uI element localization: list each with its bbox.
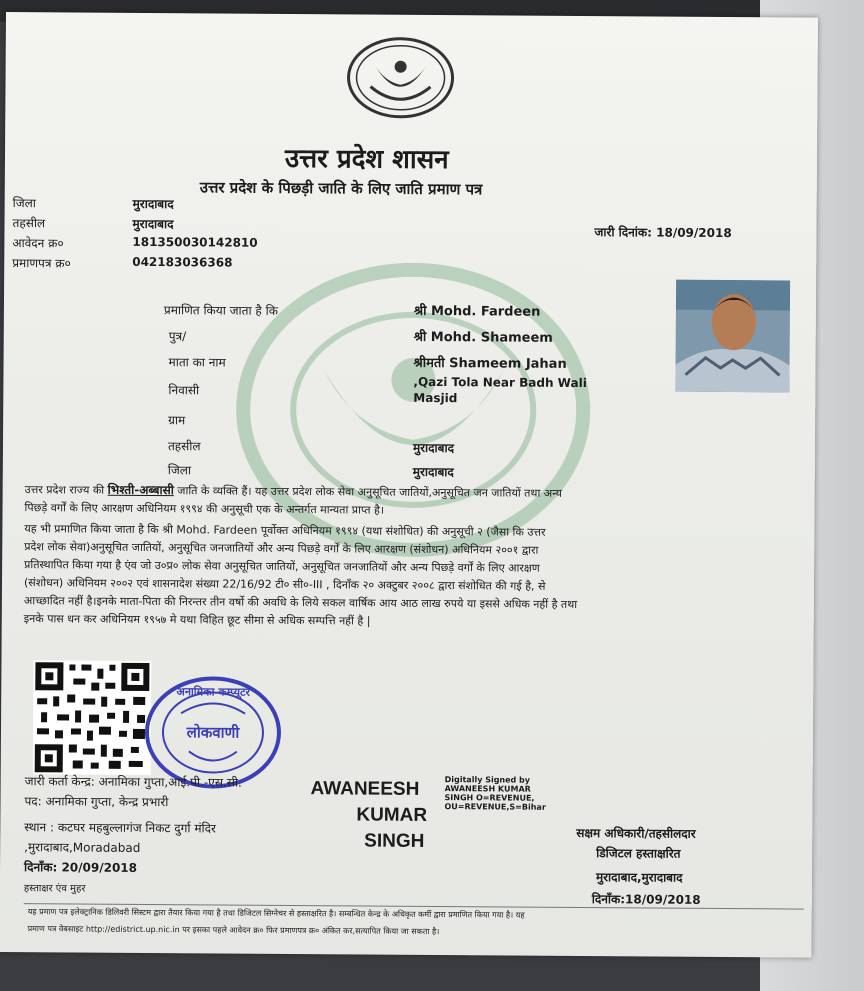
certificate-paper bbox=[0, 12, 818, 958]
issue-date-value: 18/09/2018 bbox=[656, 225, 732, 241]
issuer-sign-label: हस्ताक्षर एंव मुहर bbox=[23, 883, 86, 895]
signatory-name-line3: SINGH bbox=[364, 830, 425, 852]
caste-name: भिश्ती-अब्बासी bbox=[107, 482, 174, 498]
paragraph-certification bbox=[24, 520, 805, 633]
resident-address-line1: ,Qazi Tola Near Badh Wali bbox=[413, 374, 587, 391]
mother-label: माता का नाम bbox=[168, 355, 226, 370]
person-name: श्री Mohd. Fardeen bbox=[413, 303, 541, 320]
digital-sign-line2: AWANEESH KUMAR bbox=[444, 784, 531, 794]
document-subtitle: उत्तर प्रदेश के पिछड़ी जाति के लिए जाति प्रमाण पत्र bbox=[199, 178, 483, 199]
resident-label: निवासी bbox=[168, 383, 200, 398]
para1-line2: पिछड़े वर्गों के लिए आरक्षण अधिनियम १९९४ की अनुसूची एक के अन्तर्गत मान्यता प्राप्त है। bbox=[24, 501, 385, 517]
father-label: पुत्र/ bbox=[168, 329, 187, 344]
field-application-value: 18135003014281​0 bbox=[132, 234, 258, 250]
mother-name: श्रीमती Shameem Jahan bbox=[413, 355, 567, 372]
tehsil-value: मुरादाबाद bbox=[412, 440, 455, 456]
issue-date-label: जारी दिनांक: bbox=[594, 225, 653, 240]
signatory-name-line2: KUMAR bbox=[356, 804, 428, 826]
issuer-place: स्थान : कटघर महबुल्लागंज निकट दुर्गा मंदिर bbox=[24, 820, 216, 836]
stamp-ring-text: अनामिका कम्प्यूटर bbox=[176, 685, 251, 699]
digital-sign-line4: OU=REVENUE,S=Bihar bbox=[444, 802, 546, 812]
resident-address-line2: Masjid bbox=[413, 390, 458, 406]
father-name: श्री Mohd. Shameem bbox=[413, 329, 553, 346]
certify-label: प्रमाणित किया जाता है कि bbox=[163, 303, 279, 318]
up-emblem-icon bbox=[345, 36, 456, 119]
district-value: मुरादाबाद bbox=[412, 464, 454, 480]
issue-date bbox=[594, 223, 731, 241]
district-label: जिला bbox=[167, 463, 192, 478]
para1-start: उत्तर प्रदेश राज्य की bbox=[24, 483, 105, 497]
field-application-label: आवेदन क्र० bbox=[12, 236, 64, 251]
footer-line2: प्रमाण पत्र वेबसाइट http://edistrict.up.nic.in पर इसका पहले आवेदन क्र० फिर प्रमाणपत्र क्र० अंकित कर,सत्यापित किया जा सकता है। bbox=[27, 924, 440, 937]
field-tehsil-value: मुरादाबाद bbox=[132, 216, 174, 232]
para2-line3: प्रतिस्थापित किया गया है एंव जो उ०प्र० लोक सेवा अनुसूचित जातियों, अनुसूचित जनजातियों और अन्य पिछड़े वर्गों के लिए आरक्षण bbox=[24, 558, 540, 575]
applicant-photo bbox=[675, 280, 790, 393]
signatory-name-line1: AWANEESH bbox=[310, 778, 420, 800]
paragraph-caste bbox=[24, 480, 804, 522]
para2-line4: (संशोधन) अधिनियम २००२ एवं शासनादेश संख्या 22/16/92 टी० सी०-III , दिनाँक २० अक्टुबर २००८ द्वारा संशोधित की गई है, से bbox=[23, 576, 546, 593]
issuer-city: ,मुरादाबाद,Moradabad bbox=[24, 840, 141, 855]
footer-line1: यह प्रमाण पत्र इलेक्ट्रानिक डिलिवरी सिस्टम द्वारा तैयार किया गया है तथा डिजिटल सिग्नेचर से हस्ताक्षरित है। सम्बन्धित केन्द्र के अधिकृत कर्मी द्वारा प्रमाणित किया गया है। यह bbox=[27, 907, 525, 920]
person-photo-icon bbox=[675, 280, 790, 393]
officer-title: सक्षम अधिकारी/तहसीलदार bbox=[576, 826, 696, 841]
para2-line5: आच्छादित नहीं है।इनके माता-पिता की निरन्तर तीन वर्षो की अवधि के लिये सकल वार्षिक आय आठ लाख रुपये या इससे अधिक नहीं है तथा bbox=[23, 594, 578, 612]
qr-code-icon bbox=[33, 660, 152, 775]
officer-digital: डिजिटल हस्ताक्षरित bbox=[596, 846, 681, 861]
field-tehsil-label: तहसील bbox=[12, 216, 46, 231]
field-certificate-label: प्रमाणपत्र क्र० bbox=[12, 256, 71, 271]
field-district-label: जिला bbox=[12, 196, 36, 211]
stamp-center-text: लोकवाणी bbox=[186, 723, 240, 742]
issuer-date: दिनाँक: 20/09/2018 bbox=[23, 860, 138, 875]
village-label: ग्राम bbox=[168, 413, 186, 428]
para2-line1: यह भी प्रमाणित किया जाता है कि श्री Mohd. Fardeen पूर्वोक्त अधिनियम १९९४ (यथा संशोधित) की अनुसूची २ (जैसा कि उत्तर bbox=[24, 522, 546, 539]
tehsil-label: तहसील bbox=[167, 439, 201, 454]
para1-end: जाति के व्यक्ति हैं। यह उत्तर प्रदेश लोक सेवा अनुसूचित जातियों,अनुसूचित जन जातियों तथा अन्य bbox=[177, 484, 562, 500]
issuer-center: जारी कर्ता केन्द्र: अनामिका गुप्ता,आई.पी.-एस.सी. bbox=[24, 774, 242, 790]
officer-date: दिनाँक:18/09/2018 bbox=[591, 892, 701, 907]
field-certificate-value: 042183036368 bbox=[132, 254, 233, 270]
digital-sign-line1: Digitally Signed by bbox=[444, 775, 531, 785]
issuer-post: पद: अनामिका गुप्ता, केन्द्र प्रभारी bbox=[24, 794, 169, 810]
digital-signature-info bbox=[444, 775, 546, 812]
digital-sign-line3: SINGH O=REVENUE, bbox=[444, 793, 535, 803]
officer-place: मुरादाबाद,मुरादाबाद bbox=[595, 870, 683, 885]
field-district-value: मुरादाबाद bbox=[132, 196, 174, 212]
para2-line6: इनके पास धन कर अधिनियम १९५७ मे यथा विहित छूट सीमा से अधिक सम्पत्ति नहीं है | bbox=[23, 612, 371, 628]
para2-line2: प्रदेश लोक सेवा)अनुसूचित जातियों, अनुसूचित जनजातियों और अन्य पिछड़े वर्गों के लिए आरक्षण (संशोधन) अधिनियम २००१ द्वारा bbox=[24, 540, 539, 557]
document-title: उत्तर प्रदेश शासन bbox=[284, 143, 449, 176]
